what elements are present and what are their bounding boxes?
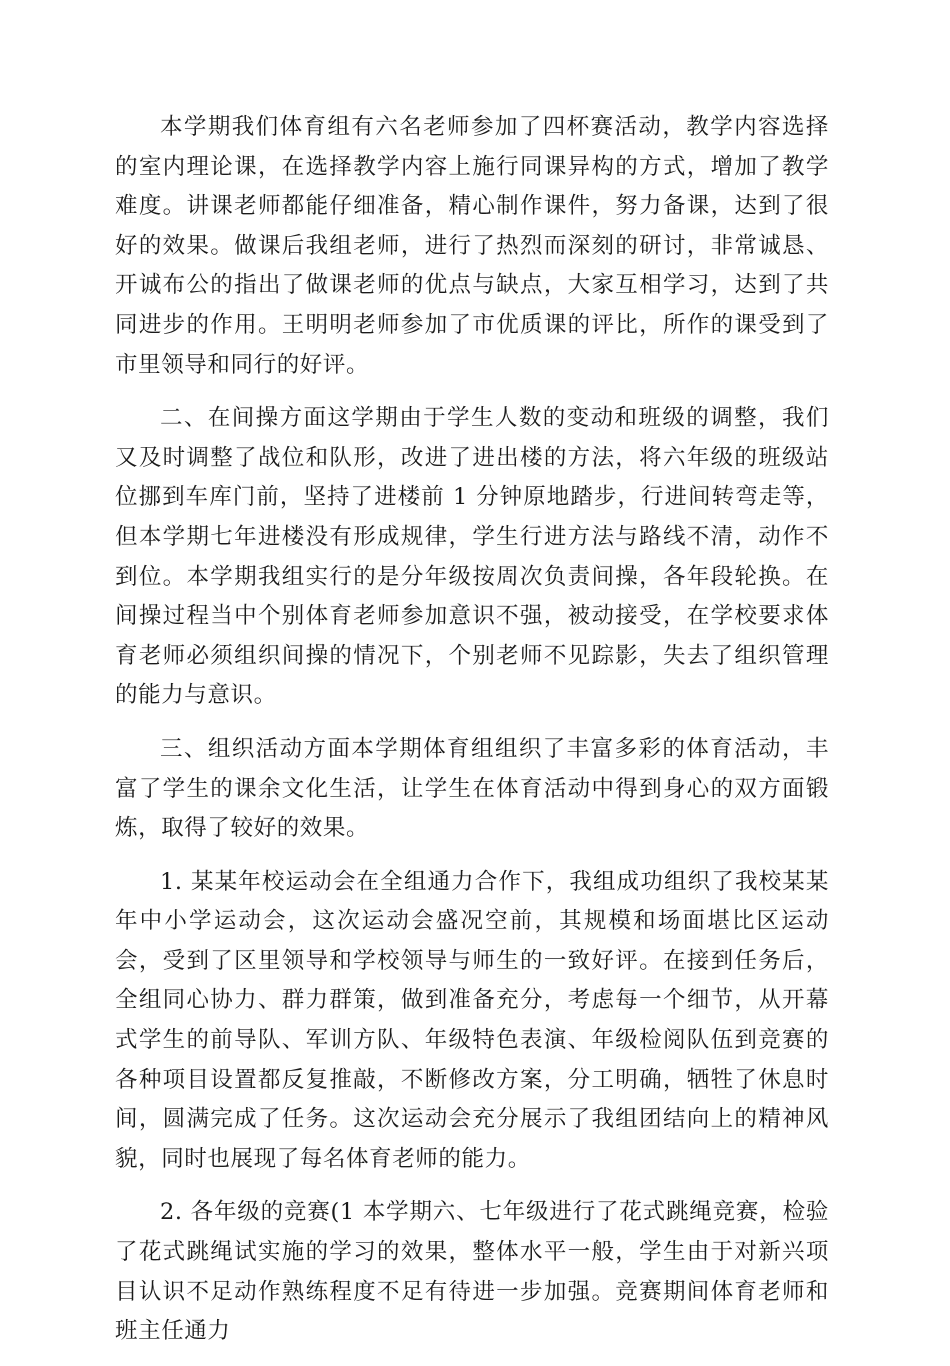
paragraph-sports-meet: 1. 某某年校运动会在全组通力合作下，我组成功组织了我校某某年中小学运动会，这次运动会盛况空前，其规模和场面堪比区运动会，受到了区里领导和学校领导与师生的一致好评。在接到任务后，全组同心协力、群力群策，做到准备充分，考虑每一个细节，从开幕式学生的前导队、军训方队、年级特色表演、年级检阅队伍到竞赛的各种项目设置都反复推敲，不断修改方案，分工明确，牺牲了休息时间，圆满完成了任务。这次运动会充分展示了我组团结向上的精神风貌，同时也展现了每名体育老师的能力。 [115,868,829,1172]
paragraph-teaching-competition: 本学期我们体育组有六名老师参加了四杯赛活动，教学内容选择的室内理论课，在选择教学内容上施行同课异构的方式，增加了教学难度。讲课老师都能仔细准备，精心制作课件，努力备课，达到了很好的效果。做课后我组老师，进行了热烈而深刻的研讨，非常诚恳、开诚布公的指出了做课老师的优点与缺点，大家互相学习，达到了共同进步的作用。王明明老师参加了市优质课的评比，所作的课受到了市里领导和同行的好评。 [115,114,829,378]
paragraph-recess-exercise: 二、在间操方面这学期由于学生人数的变动和班级的调整，我们又及时调整了战位和队形，改进了进出楼的方法，将六年级的班级站位挪到车库门前，坚持了进楼前 1 分钟原地踏步，行进间转弯走等，但本学期七年进楼没有形成规律，学生行进方法与路线不清，动作不到位。本学期我组实行的是分年级按周次负责间操，各年段轮换。在间操过程当中个别体育老师参加意识不强，被动接受，在学校要求体育老师必须组织间操的情况下，个别老师不见踪影，失去了组织管理的能力与意识。 [115,405,829,709]
paragraph-grade-competitions: 2. 各年级的竞赛(1 本学期六、七年级进行了花式跳绳竞赛，检验了花式跳绳试实施的学习的效果，整体水平一般，学生由于对新兴项目认识不足动作熟练程度不足有待进一步加强。竞赛期间体育老师和班主任通力 [115,1199,829,1345]
paragraph-activities-overview: 三、组织活动方面本学期体育组组织了丰富多彩的体育活动，丰富了学生的课余文化生活，让学生在体育活动中得到身心的双方面锻炼，取得了较好的效果。 [115,735,829,842]
document-body [115,108,829,1366]
